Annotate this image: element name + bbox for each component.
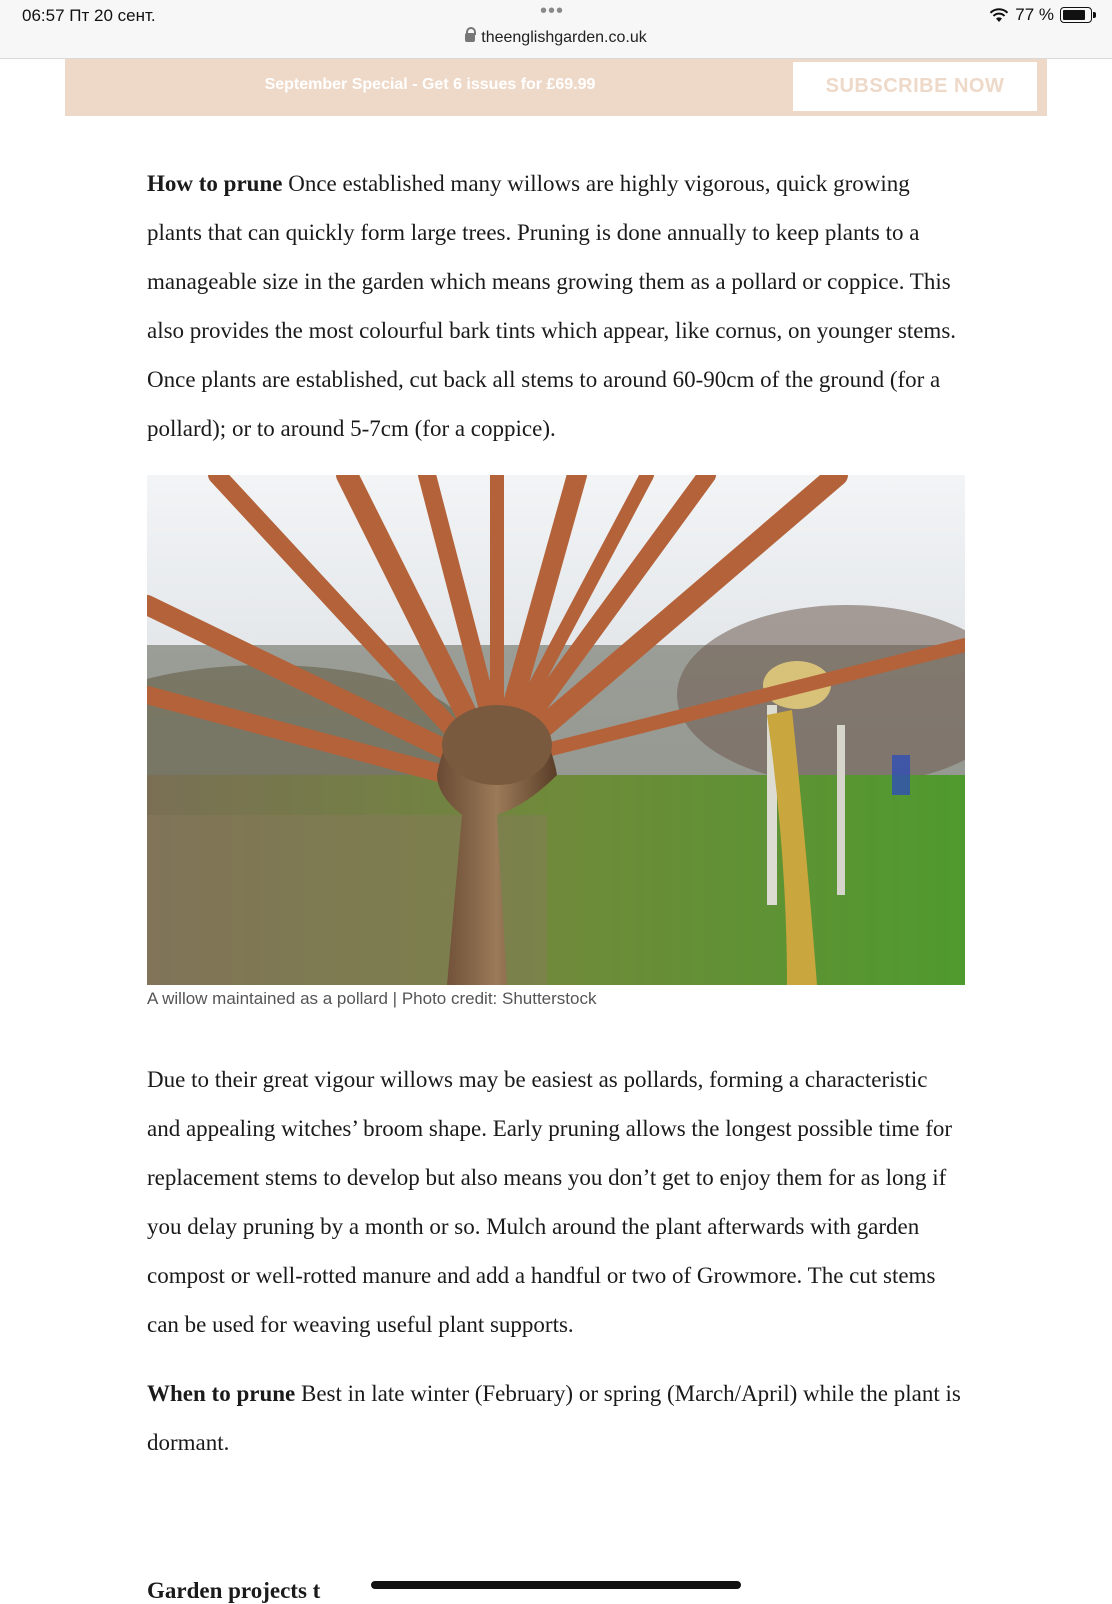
next-section-heading: Garden projects t: [147, 1578, 321, 1603]
when-to-prune-text: Best in late winter (February) or spring (March/April) while the plant is dormant.: [147, 1381, 961, 1455]
wifi-icon: [989, 7, 1009, 23]
browser-top-bar: [0, 0, 1112, 59]
subscribe-now-button[interactable]: SUBSCRIBE NOW: [793, 62, 1037, 111]
status-indicators: [989, 5, 1092, 25]
promo-text: September Special - Get 6 issues for £69.99: [264, 76, 596, 93]
status-time: 06:57 Пт 20 сент.: [22, 6, 156, 25]
article-figure: [147, 475, 965, 1011]
lock-icon: [465, 33, 475, 42]
promo-banner: [65, 59, 1047, 116]
when-to-prune-heading: When to prune: [147, 1381, 296, 1406]
vigour-paragraph: Due to their great vigour willows may be easiest as pollards, forming a characteristic and appealing witches’ broom shape. Early pruning allows the longest possible time for replacement stems to develop but also means you don’t get to enjoy them for as long if you delay pruning by a month or so. Mulch around the plant afterwards with garden compost or well-rotted manure and add a handful or two of Growmore. The cut stems can be used for weaving useful plant supports.: [147, 1067, 953, 1337]
more-dots-icon[interactable]: •••: [540, 0, 565, 22]
home-indicator[interactable]: [371, 1581, 741, 1589]
how-to-prune-paragraph: [147, 159, 965, 453]
battery-icon: [1060, 7, 1092, 23]
how-to-prune-heading: How to prune: [147, 171, 283, 196]
how-to-prune-text: Once established many willows are highly vigorous, quick growing plants that can quickly form large trees. Pruning is done annually to keep plants to a manageable size in the garden which means growing them as a pollard or coppice. This also provides the most colourful bark tints which appear, like cornus, on younger stems. Once plants are established, cut back all stems to around 60-90cm of the ground (for a pollard); or to around 5-7cm (for a coppice).: [147, 171, 957, 441]
article-body: [147, 159, 965, 1467]
image-caption: A willow maintained as a pollard | Photo credit: Shutterstock: [147, 989, 597, 1008]
url-text: theenglishgarden.co.uk: [481, 29, 647, 46]
when-to-prune-paragraph: [147, 1369, 965, 1467]
battery-percent: 77 %: [1015, 5, 1054, 24]
address-bar[interactable]: [0, 29, 1112, 47]
willow-pollard-photo[interactable]: [147, 475, 965, 985]
